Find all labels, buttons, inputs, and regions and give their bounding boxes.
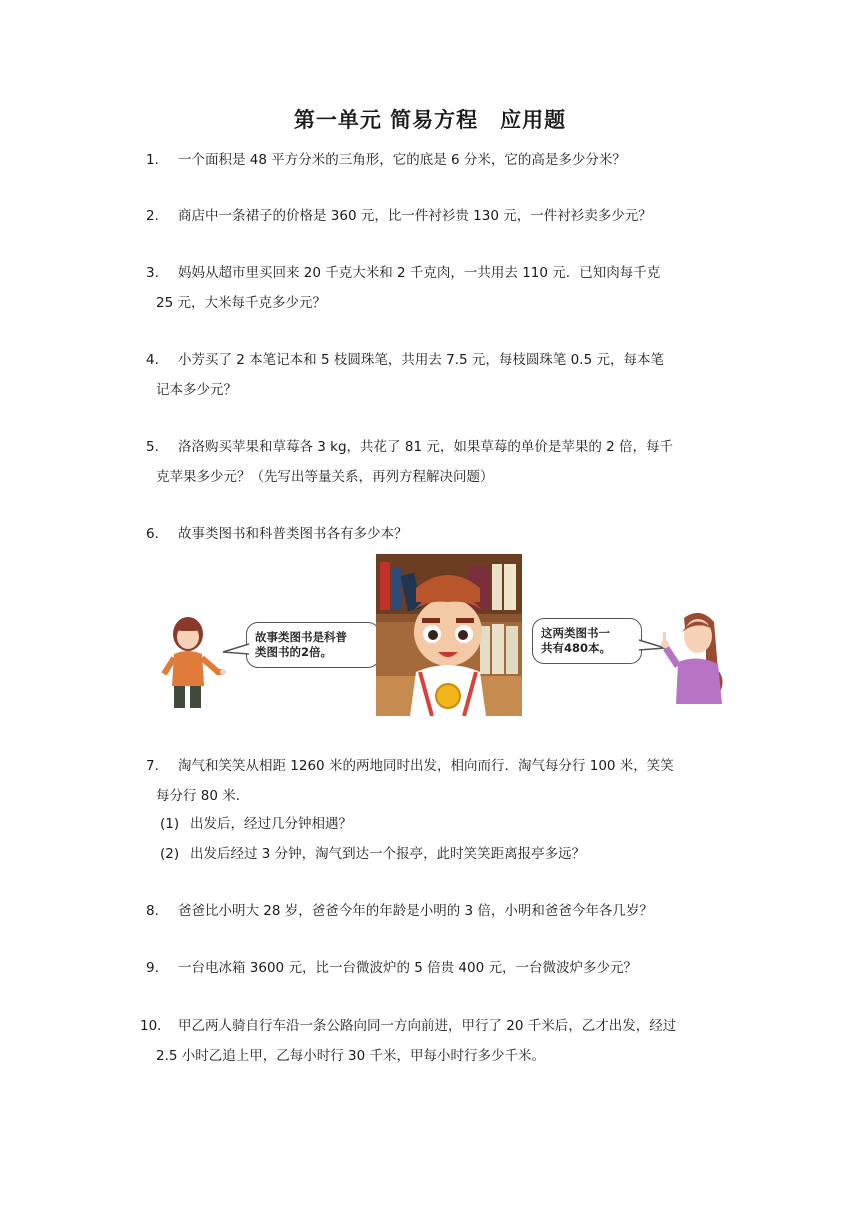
girl-figure-left (156, 614, 231, 714)
question-7-sub-1: (1) 出发后，经过几分钟相遇？ (160, 816, 352, 832)
question-5-line-2: 克苹果多少元？（先写出等量关系，再列方程解决问题） (156, 469, 494, 485)
question-10-line-1: 甲乙两人骑自行车沿一条公路向同一方向前进，甲行了 20 千米后，乙才出发，经过 (178, 1018, 677, 1034)
question-4-line-2: 记本多少元？ (156, 382, 237, 398)
question-5: 5. 洛洛购买苹果和草莓各 3 kg，共花了 81 元，如果草莓的单价是苹果的 2 倍，每千 克苹果多少元？（先写出等量关系，再列方程解决问题） (146, 432, 736, 492)
question-8: 8. 爸爸比小明大 28 岁，爸爸今年的年龄是小明的 3 倍，小明和爸爸今年各几岁？ (146, 903, 653, 919)
speech-bubble-right: 这两类图书一 共有480本。 (532, 618, 642, 664)
question-6-illustration (156, 554, 746, 718)
question-4-line-1: 小芳买了 2 本笔记本和 5 枝圆珠笔，共用去 7.5 元，每枝圆珠笔 0.5 元，每本笔 (178, 352, 664, 368)
question-7-line-1: 淘气和笑笑从相距 1260 米的两地同时出发，相向而行．淘气每分行 100 米，笑笑 (178, 758, 674, 774)
question-4: 4. 小芳买了 2 本笔记本和 5 枝圆珠笔，共用去 7.5 元，每枝圆珠笔 0.5 元，每本笔 记本多少元？ (146, 345, 736, 405)
bubble-tail-left (222, 642, 250, 658)
question-8-text: 爸爸比小明大 28 岁，爸爸今年的年龄是小明的 3 倍，小明和爸爸今年各几岁？ (178, 903, 653, 919)
question-6: 6. 故事类图书和科普类图书各有多少本？ (146, 526, 408, 542)
question-2-text: 商店中一条裙子的价格是 360 元，比一件衬衫贵 130 元，一件衬衫卖多少元？ (178, 208, 652, 224)
boy-bookshelf-scene (376, 554, 522, 716)
question-5-line-1: 洛洛购买苹果和草莓各 3 kg，共花了 81 元，如果草莓的单价是苹果的 2 倍，每千 (178, 439, 673, 455)
question-7: 7. 淘气和笑笑从相距 1260 米的两地同时出发，相向而行．淘气每分行 100 米，笑笑 每分行 80 米． (146, 751, 736, 811)
question-2: 2. 商店中一条裙子的价格是 360 元，比一件衬衫贵 130 元，一件衬衫卖多少元？ (146, 208, 652, 224)
question-10: 10. 甲乙两人骑自行车沿一条公路向同一方向前进，甲行了 20 千米后，乙才出发，经过 2.5 小时乙追上甲，乙每小时行 30 千米，甲每小时行多少千米。 (140, 1011, 736, 1071)
page-title: 第一单元 简易方程 应用题 (293, 108, 567, 132)
question-3-line-2: 25 元，大米每千克多少元？ (156, 295, 326, 311)
speech-bubble-left: 故事类图书是科普 类图书的2倍。 (246, 622, 380, 668)
question-6-text: 故事类图书和科普类图书各有多少本？ (178, 526, 408, 542)
question-9-text: 一台电冰箱 3600 元，比一台微波炉的 5 倍贵 400 元，一台微波炉多少元？ (178, 960, 637, 976)
question-3: 3. 妈妈从超市里买回来 20 千克大米和 2 千克肉，一共用去 110 元．已知肉每千克 25 元，大米每千克多少元？ (146, 258, 736, 318)
question-7-line-2: 每分行 80 米． (156, 788, 250, 804)
question-1: 1. 一个面积是 48 平方分米的三角形，它的底是 6 分米，它的高是多少分米？ (146, 152, 626, 168)
woman-figure-right (656, 608, 740, 708)
question-7-sub-2: (2) 出发后经过 3 分钟，淘气到达一个报亭，此时笑笑距离报亭多远？ (160, 846, 586, 862)
question-3-line-1: 妈妈从超市里买回来 20 千克大米和 2 千克肉，一共用去 110 元．已知肉每千克 (178, 265, 661, 281)
question-1-text: 一个面积是 48 平方分米的三角形，它的底是 6 分米，它的高是多少分米？ (178, 152, 626, 168)
question-9: 9. 一台电冰箱 3600 元，比一台微波炉的 5 倍贵 400 元，一台微波炉多少元？ (146, 960, 637, 976)
question-10-line-2: 2.5 小时乙追上甲，乙每小时行 30 千米，甲每小时行多少千米。 (156, 1048, 546, 1064)
